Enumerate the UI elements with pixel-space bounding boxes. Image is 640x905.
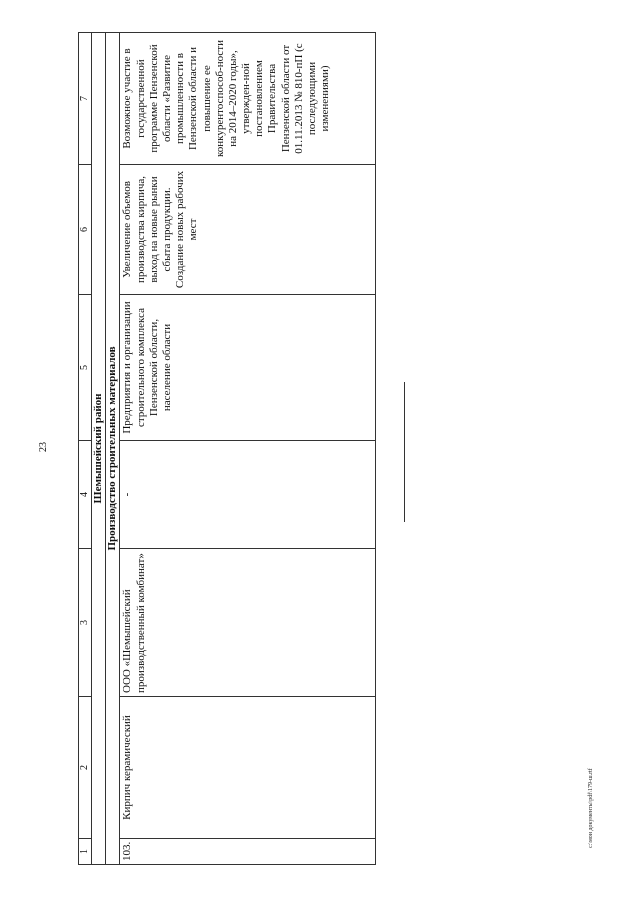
effect-cell: Увеличение объемов производства кирпича, выход на новые рынки сбыта продукции. Создание новых рабочих мест [120, 165, 376, 295]
page-number: 23 [38, 442, 49, 452]
col-number: 7 [79, 33, 92, 165]
col-number: 5 [79, 295, 92, 441]
rotated-table-block [78, 33, 376, 865]
organization-cell: ООО «Шемышейский производственный комбинат» [120, 549, 376, 697]
section-row [106, 33, 120, 865]
col-number: 3 [79, 549, 92, 697]
district-heading: Шемышейский район [92, 33, 106, 865]
data-table [78, 32, 376, 865]
col-number: 6 [79, 165, 92, 295]
col-number: 1 [79, 839, 92, 865]
district-row [92, 33, 106, 865]
table-row [120, 33, 376, 865]
product-cell: Кирпич керамический [120, 697, 376, 839]
section-heading: Производство строительных материалов [106, 33, 120, 865]
column-number-row [79, 33, 92, 865]
col-number: 4 [79, 441, 92, 549]
separator-line [404, 382, 405, 522]
col4-cell: - [120, 441, 376, 549]
program-cell: Возможное участие в государственной программе Пензенской области «Развитие промышленности в Пензенской области и повышение ее конкурентоспособ-ности на 2014–2020 годы», утвержден-ной постановлением Правительства Пензенской области от 01.11.2013 № 810-пП (с последующими изменениями) [120, 33, 376, 165]
consumers-cell: Предприятия и организации строительного комплекса Пензенской области, население области [120, 295, 376, 441]
col-number: 2 [79, 697, 92, 839]
row-number: 103. [120, 839, 376, 865]
footer-file-path: c:\мои документы\pdf\179-ш.rtf [588, 768, 594, 848]
